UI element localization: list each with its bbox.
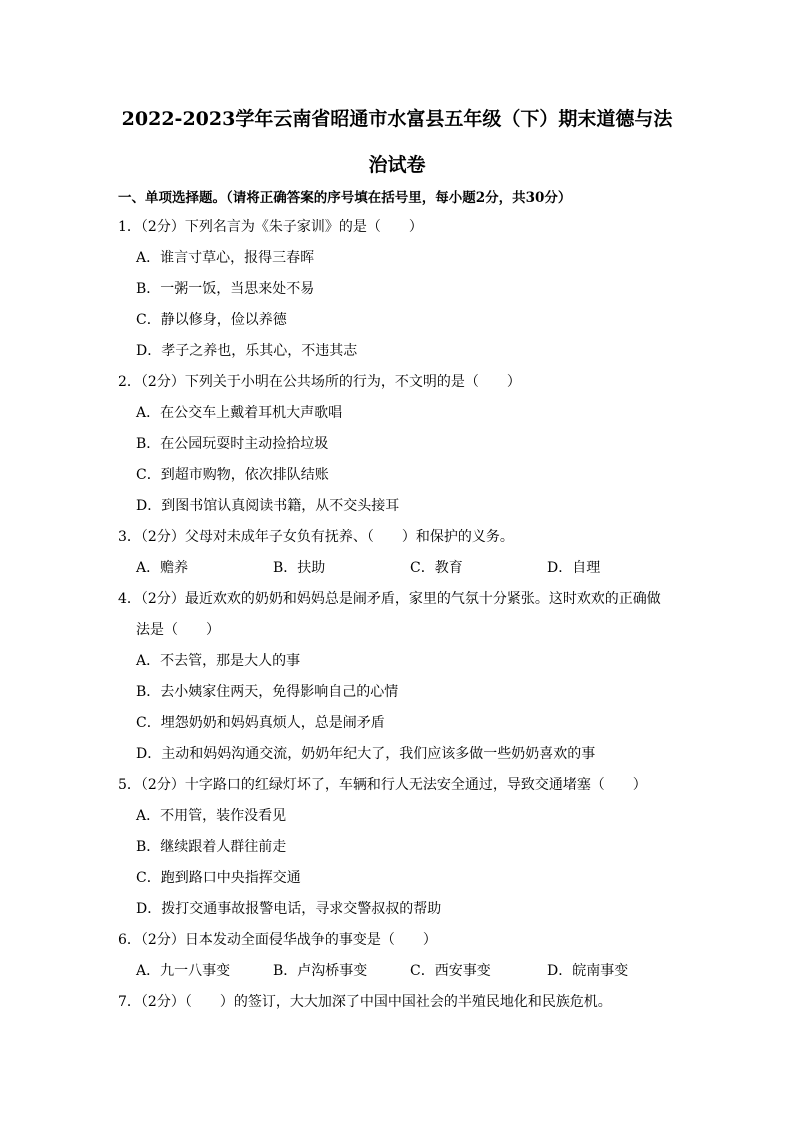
- answer-option: B．一粥一饭，当思来处不易: [136, 281, 315, 297]
- answer-option: C．跑到路口中央指挥交通: [136, 870, 301, 886]
- title-line-1: 2022-2023学年云南省昭通市水富县五年级（下）期末道德与法: [121, 108, 673, 130]
- answer-option: B．在公园玩耍时主动捡拾垃圾: [136, 436, 329, 452]
- question-stem: 2．（2分）下列关于小明在公共场所的行为，不文明的是（ ）: [118, 374, 521, 390]
- answer-option: D．拨打交通事故报警电话，寻求交警叔叔的帮助: [136, 901, 442, 917]
- answer-option: A．在公交车上戴着耳机大声歌唱: [136, 405, 343, 421]
- question-stem: 1．（2分）下列名言为《朱子家训》的是（ ）: [118, 219, 423, 235]
- answer-option: B．扶助: [273, 560, 326, 576]
- question-stem: 6．（2分）日本发动全面侵华战争的事变是（ ）: [118, 932, 437, 948]
- answer-option: D．自理: [547, 560, 601, 576]
- exam-title: [100, 96, 694, 188]
- answer-option: C．西安事变: [410, 963, 491, 979]
- answer-option: A．不用管，装作没看见: [136, 808, 287, 824]
- inline-options: [118, 553, 678, 584]
- answer-option: D．到图书馆认真阅读书籍，从不交头接耳: [136, 498, 400, 514]
- answer-option: D．孝子之养也，乐其心，不违其志: [136, 343, 358, 359]
- answer-option: B．继续跟着人群往前走: [136, 839, 287, 855]
- answer-option: D．皖南事变: [547, 963, 629, 979]
- section-header: 一、单项选择题。（请将正确答案的序号填在括号里，每小题2分，共30分）: [118, 190, 572, 206]
- answer-option: A．谁言寸草心，报得三春晖: [136, 250, 315, 266]
- answer-option: C．到超市购物，依次排队结账: [136, 467, 329, 483]
- answer-option: C．静以修身，俭以养德: [136, 312, 287, 328]
- answer-option: C．教育: [410, 560, 463, 576]
- answer-option: A．赡养: [136, 560, 189, 576]
- question-stem: 3．（2分）父母对未成年子女负有抚养、（ ）和保护的义务。: [118, 529, 514, 545]
- answer-option: B．去小姨家住两天，免得影响自己的心情: [136, 684, 399, 700]
- answer-option: A．九一八事变: [136, 963, 231, 979]
- answer-option: A．不去管，那是大人的事: [136, 653, 301, 669]
- question-stem-continued: 法是（ ）: [136, 622, 220, 638]
- title-line-2: 治试卷: [368, 154, 426, 176]
- question-stem: 4．（2分）最近欢欢的奶奶和妈妈总是闹矛盾，家里的气氛十分紧张。这时欢欢的正确做: [118, 591, 661, 607]
- answer-option: B．卢沟桥事变: [273, 963, 368, 979]
- inline-options: [118, 956, 678, 987]
- question-stem: 7．（2分）（ ）的签订，大大加深了中国中国社会的半殖民地化和民族危机。: [118, 994, 612, 1010]
- question-stem: 5．（2分）十字路口的红绿灯坏了，车辆和行人无法安全通过，导致交通堵塞（ ）: [118, 777, 647, 793]
- answer-option: C．埋怨奶奶和妈妈真烦人，总是闹矛盾: [136, 715, 385, 731]
- answer-option: D．主动和妈妈沟通交流，奶奶年纪大了，我们应该多做一些奶奶喜欢的事: [136, 746, 596, 762]
- question-list: [118, 212, 678, 1018]
